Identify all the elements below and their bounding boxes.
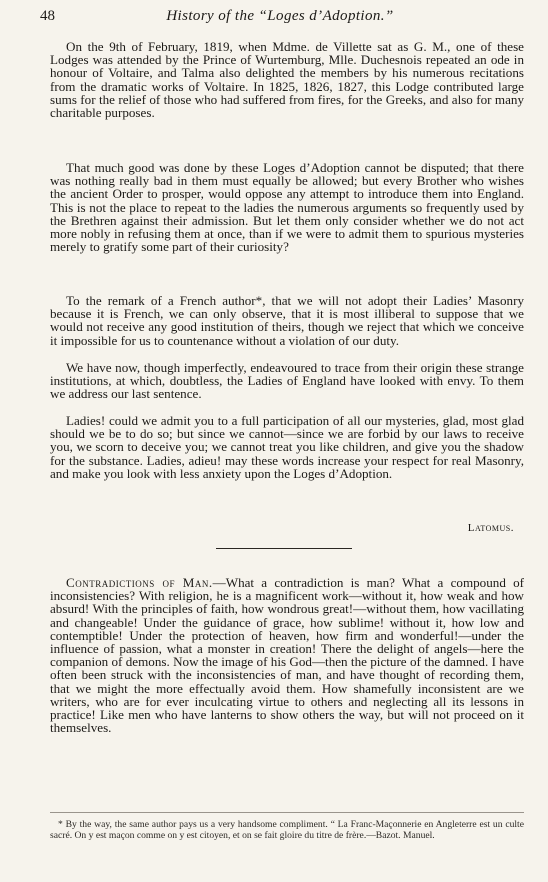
footnote-divider [50, 812, 524, 813]
contradictions-text: —What a contradiction is man? What a compound of inconsistencies? With religion, he is a magnificent work—without it, how weak and how absurd! With the principles of faith, how wondrous great!—without them, how vacillating and changeable! Under the guidance of grace, how sublime! without it, how low and contemptible! Under the protection of heaven, how firm and wonderful!—under the influence of passion, what a monster in creation! There the delight of angels—here the companion of demons. Now the image of his God—then the picture of the damned. I have often been struck with the inconsistencies of man, and have thought of recording them, that we might the more effectually avoid them. How shamefully inconsistent are we writers, who are for ever inculcating virtue to others and neglecting all its lessons in practice! Like men who have lanterns to show others the way, but will not proceed on it themselves. [50, 575, 525, 736]
page-header [40, 6, 520, 28]
paragraph-2: That much good was done by these Loges d’Adoption cannot be disputed; that there was nothing really bad in them must equally be allowed; but every Brother who wishes the ancient Order to prosper, would oppose any attempt to introduce them into England. This is not the place to repeat to the ladies the numerous arguments so frequently used by the Brethren against their admission. But let them only consider whether we do not act more nobly in refusing them at once, than if we were to admit them to spurious mysteries merely to gratify some part of their curiosity? [50, 160, 524, 255]
paragraph-4: We have now, though imperfectly, endeavoured to trace from their origin these strange institutions, at which, doubtless, the Ladies of England have looked with envy. To them we address our last sentence. [50, 360, 524, 402]
paragraph-3: To the remark of a French author*, that we will not adopt their Ladies’ Masonry because it is French, we can only observe, that it is most illiberal to suppose that we would not receive any good institution of theirs, though we reject that which we conceive it impossible for us to countenance without a violation of our duty. [50, 293, 524, 348]
footnote: * By the way, the same author pays us a very handsome compliment. “ La Franc-Maçonnerie en Angleterre est un culte sacré. On y est maçon comme on y est citoyen, et on se fait gloire du titre de frère.—Bazot. Manuel. [50, 819, 524, 841]
signature: Latomus. [467, 522, 514, 534]
page-number: 48 [40, 8, 55, 24]
paragraph-5: Ladies! could we admit you to a full participation of all our mysteries, glad, most glad should we be to do so; but since we cannot—since we are forbid by our laws to receive you, we scorn to deceive you; we cannot treat you like children, and give you the shadow for the substance. Ladies, adieu! may these words increase your respect for real Masonry, and make you look with less anxiety upon the Loges d’Adoption. [50, 413, 524, 481]
section-divider [216, 548, 352, 549]
paragraph-1: On the 9th of February, 1819, when Mdme. de Villette sat as G. M., one of these Lodges was attended by the Prince of Wurtemburg, Mlle. Duchesnois repeated an ode in honour of Voltaire, and Talma also delighted the members by his numerous recitations from the dramatic works of Voltaire. In 1825, 1826, 1827, this Lodge contributed large sums for the relief of those who had suffered from fires, for the Greeks, and also for many charitable purposes. [50, 39, 524, 121]
contradictions-paragraph [50, 576, 524, 734]
contradictions-heading: Contradictions of Man. [66, 575, 213, 590]
running-title: History of the “Loges d’Adoption.” [166, 8, 394, 24]
